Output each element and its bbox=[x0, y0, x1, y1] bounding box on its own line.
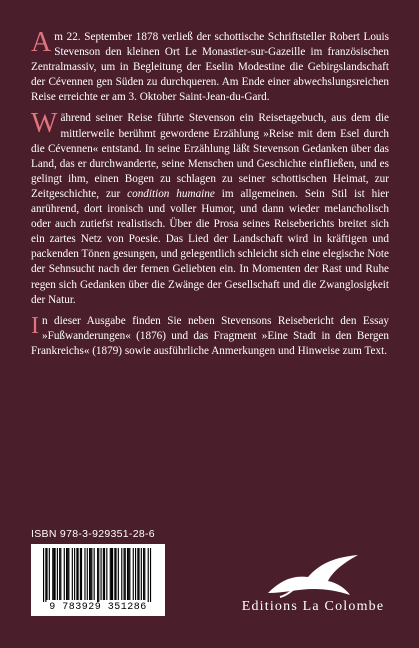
barcode-bar bbox=[43, 548, 44, 604]
paragraph-text: n dieser Ausgabe finden Sie neben Stevensons Reisebericht den Essay »Fußwanderungen« (1876) und das Fragment »Eine Stadt in den Bergen Frankreichs« (1879) sowie ausführliche Anmerkungen und Hinweise zum Text. bbox=[31, 314, 389, 357]
description-text bbox=[31, 27, 389, 365]
barcode-bar bbox=[137, 548, 138, 600]
paragraph-1 bbox=[31, 27, 389, 105]
barcode-bar bbox=[114, 548, 115, 600]
barcode-bar bbox=[125, 548, 126, 600]
barcode-bar bbox=[103, 548, 104, 600]
barcode-bar bbox=[55, 548, 56, 600]
barcode-bar bbox=[89, 548, 90, 600]
barcode-bar bbox=[81, 548, 82, 600]
publisher-logo bbox=[228, 553, 398, 623]
barcode-bar bbox=[138, 548, 139, 600]
barcode-bar bbox=[46, 548, 47, 600]
barcode-bar bbox=[91, 548, 92, 600]
italic-phrase: condition humaine bbox=[127, 187, 215, 200]
publisher-name: Editions La Colombe bbox=[241, 599, 385, 614]
barcode-bar bbox=[97, 548, 98, 604]
drop-cap: A bbox=[31, 27, 52, 58]
paragraph-text: m 22. September 1878 verließ der schottische Schriftsteller Robert Louis Stevenson den kleinen Ort Le Monastier-sur-Gazeille im französischen Zentralmassiv, um in Begleitung der Eselin Modestine die Gebirgslandschaft der Cévennen gen Süden zu durchqueren. Am Ende einer abwechslungsreichen Reise erreichte er am 3. Oktober Saint-Jean-du-Gard. bbox=[31, 31, 389, 104]
barcode-digits: 9 783929 351286 bbox=[31, 602, 165, 613]
paragraph-text: im allgemeinen. Sein Stil ist hier anrührend, dort ironisch und voller Humor, und dann wieder melancholisch oder auch zutiefst realistisch. Über die Prosa seines Reiseberichts breitet sich ein zartes Netz von Poesie. Das Lied der Landschaft wird in kräftigen und packenden Tönen gesungen, und gelegentlich schleicht sich eine elegische Note der Sehnsucht nach der fernen Geliebten ein. In Momenten der Rast und Ruhe regen sich Gedanken über die Zwänge der Gesellschaft und die Zwanglosigkeit der Natur. bbox=[31, 187, 389, 306]
barcode-bar bbox=[90, 548, 91, 600]
barcode-bar bbox=[64, 548, 65, 600]
barcode-bar bbox=[78, 548, 79, 600]
barcode-bar bbox=[101, 548, 102, 600]
barcode-bar bbox=[59, 548, 60, 600]
barcode-bar bbox=[121, 548, 122, 600]
barcode-bar bbox=[66, 548, 67, 600]
barcode-bar bbox=[98, 548, 99, 604]
barcode bbox=[31, 544, 165, 616]
paragraph-3 bbox=[31, 314, 389, 359]
barcode-bar bbox=[74, 548, 75, 600]
barcode-bar bbox=[72, 548, 73, 600]
barcode-bar bbox=[115, 548, 116, 600]
barcode-bar bbox=[45, 548, 46, 604]
barcode-bar bbox=[87, 548, 88, 600]
barcode-bar bbox=[111, 548, 112, 600]
barcode-bar bbox=[104, 548, 105, 600]
barcode-bar bbox=[110, 548, 111, 600]
barcode-bar bbox=[67, 548, 68, 600]
barcode-bar bbox=[143, 548, 144, 600]
barcode-bar bbox=[144, 548, 145, 600]
barcode-bar bbox=[68, 548, 69, 600]
barcode-bar bbox=[57, 548, 58, 600]
barcode-bar bbox=[127, 548, 128, 600]
barcode-bar bbox=[118, 548, 119, 600]
barcode-bar bbox=[53, 548, 54, 600]
isbn-label: ISBN 978-3-929351-28-6 bbox=[31, 528, 155, 540]
barcode-bar bbox=[129, 548, 130, 600]
barcode-bar bbox=[148, 548, 149, 604]
barcode-bar bbox=[112, 548, 113, 600]
barcode-bars bbox=[31, 544, 165, 604]
barcode-bar bbox=[124, 548, 125, 600]
paragraph-text: ährend seiner Reise führte Stevenson ein Reisetagebuch, aus dem die mittlerweile berühmt gewordene Erzählung »Reise mit dem Esel durch die Cévennen« entstand. In seine Erzählung läßt Stevenson Gedanken über das Land, das er durchwanderte, seine Menschen und Geschichte einfließen, und es gelingt ihm, einen Bogen zu schlagen zu seiner schottischen Heimat, zur Zeitgeschichte, zur bbox=[31, 112, 389, 200]
barcode-bar bbox=[52, 548, 53, 600]
drop-cap: W bbox=[31, 108, 58, 140]
drop-cap: I bbox=[31, 312, 39, 339]
barcode-bar bbox=[106, 548, 107, 600]
barcode-bar bbox=[60, 548, 61, 600]
barcode-bar bbox=[141, 548, 142, 600]
barcode-bar bbox=[76, 548, 77, 600]
barcode-bar bbox=[133, 548, 134, 600]
paragraph-2 bbox=[31, 108, 389, 307]
barcode-bar bbox=[150, 548, 151, 604]
barcode-bar bbox=[135, 548, 136, 600]
barcode-bar bbox=[128, 548, 129, 600]
barcode-bar bbox=[94, 548, 95, 600]
barcode-bar bbox=[80, 548, 81, 600]
dove-icon bbox=[228, 553, 398, 599]
barcode-bar bbox=[84, 548, 85, 600]
barcode-bar bbox=[49, 548, 50, 600]
